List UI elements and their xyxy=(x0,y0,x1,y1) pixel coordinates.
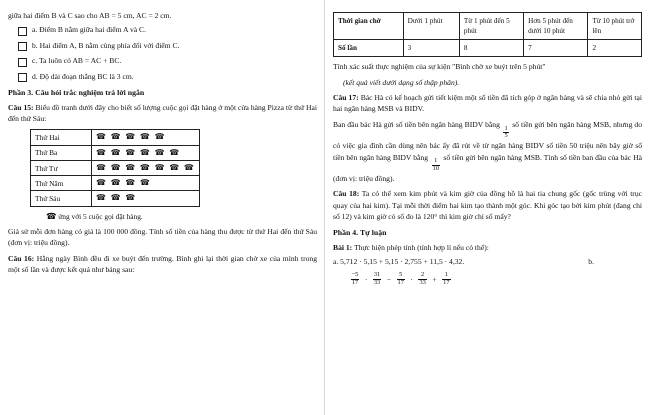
fraction xyxy=(442,272,450,286)
pizza-phone-icons: ☎ ☎ ☎ ☎ ☎ ☎ ☎ xyxy=(92,160,200,175)
exercise-a-row xyxy=(333,257,642,266)
table-row xyxy=(31,176,200,191)
bai-1-text: Thực hiện phép tính (tính hợp lí nếu có thể): xyxy=(353,242,489,252)
question-17-text: Bác Hà có kế hoạch gửi tiết kiệm một số tiền đã tích góp ở ngân hàng và sẽ chia nhỏ gửi tại hai ngân hàng MSB và BIDV. xyxy=(333,93,642,114)
fraction-numerator: 1 xyxy=(444,271,448,279)
fraction-one-fifth xyxy=(503,126,508,140)
question-18-number: Câu 18: xyxy=(333,189,360,199)
question-18-text: Ta có thể xem kim phút và kim giờ của đồng hồ là hai tia chung gốc (gốc trùng với trục quay của hai kim). Tại mỗi thời điểm hai kim tạo thành một góc. Khi góc tạo bởi kim phút (đang chỉ số 12) và kim giờ có số đo là 120° thì kim giờ chỉ số mấy? xyxy=(333,189,643,221)
fraction-denominator: 10 xyxy=(432,165,439,173)
fraction xyxy=(418,272,426,286)
fraction-one-tenth xyxy=(432,158,440,172)
after-table-text: Tính xác suất thực nghiệm của sự kiện "Bình chờ xe buýt trên 5 phút" xyxy=(333,62,546,72)
pizza-day-label: Thứ Tư xyxy=(31,160,92,175)
exercise-a: a. 5,712 · 5,15 + 5,15 · 2,755 + 11,5 · 4,32. xyxy=(333,257,465,267)
question-16-text: Hằng ngày Bình đều đi xe buýt đến trường. Bình ghi lại thời gian chờ xe của mình trong một số lần và được kết quả như bảng sau: xyxy=(8,253,317,274)
choice-a-label: a. Điểm B nằm giữa hai điểm A và C. xyxy=(32,25,146,35)
checkbox-icon[interactable] xyxy=(18,73,27,82)
pizza-day-label: Thứ Năm xyxy=(31,176,92,191)
choice-a[interactable] xyxy=(8,25,317,36)
col-header-1: Từ 1 phút đến 5 phút xyxy=(459,13,523,40)
row-header-wait-time: Thời gian chờ xyxy=(334,13,404,40)
choice-d-label: d. Độ dài đoạn thẳng BC là 3 cm. xyxy=(32,71,134,81)
q17-text-c: số tiền gửi bên ngân hàng MSB. Tính số tiền ban đầu của bác Hà (đơn vị: triệu đồng). xyxy=(333,152,642,183)
choice-c-label: c. Ta luôn có AB = AC + BC. xyxy=(32,56,122,66)
choice-b[interactable] xyxy=(8,41,317,52)
fraction-denominator: 33 xyxy=(419,278,426,286)
table-row-counts xyxy=(334,40,642,57)
question-17-number: Câu 17: xyxy=(333,93,359,103)
part4-heading: Phần 4. Tự luận xyxy=(333,228,387,238)
question-16-number: Câu 16: xyxy=(8,253,35,263)
pizza-phone-icons: ☎ ☎ ☎ ☎ ☎ ☎ xyxy=(92,145,200,160)
checkbox-icon[interactable] xyxy=(18,58,27,67)
fraction-denominator: 17 xyxy=(351,278,359,286)
row-header-count: Số lần xyxy=(334,40,404,57)
pizza-phone-icons: ☎ ☎ ☎ ☎ xyxy=(92,176,200,191)
table-row-header xyxy=(334,13,642,40)
choice-d[interactable] xyxy=(8,72,317,83)
question-15-number: Câu 15: xyxy=(8,102,34,112)
col-header-3: Từ 10 phút trở lên xyxy=(588,13,642,40)
pizza-day-label: Thứ Sáu xyxy=(31,191,92,206)
q17-text-a: Ban đầu bác Hà gửi số tiền bên ngân hàng BIDV bằng xyxy=(333,119,500,129)
pizza-phone-icons: ☎ ☎ ☎ ☎ ☎ xyxy=(92,130,200,145)
count-2: 7 xyxy=(524,40,588,57)
phone-icon: ☎ xyxy=(46,211,57,221)
left-column xyxy=(0,0,325,279)
fraction-numerator: −5 xyxy=(351,271,359,279)
question-17 xyxy=(333,92,642,115)
exercise-b-label: b. xyxy=(588,257,594,267)
after-table-note: (kết quả viết dưới dạng số thập phân). xyxy=(343,77,460,87)
right-column xyxy=(325,0,650,287)
math-operator: + xyxy=(432,274,437,284)
checkbox-icon[interactable] xyxy=(18,27,27,36)
table-row xyxy=(31,130,200,145)
fraction xyxy=(397,272,405,286)
math-operator: − xyxy=(386,274,392,284)
pizza-picture-chart xyxy=(30,129,200,206)
question-18 xyxy=(333,188,642,222)
fraction-denominator: 5 xyxy=(504,132,508,140)
fraction-numerator: 2 xyxy=(421,271,425,279)
pizza-phone-icons: ☎ ☎ ☎ xyxy=(92,191,200,206)
choice-b-label: b. Hai điểm A, B nằm cùng phía đối với điểm C. xyxy=(32,40,180,50)
math-operator: · xyxy=(364,274,368,284)
question-15-followup: Giả sử mỗi đơn hàng có giá là 100 000 đồng. Tính số tiền của hàng thu được từ thứ Hai đến thứ Sáu (đơn vị: triệu đồng). xyxy=(8,226,317,248)
pizza-day-label: Thứ Hai xyxy=(31,130,92,145)
table-row xyxy=(31,160,200,175)
fraction xyxy=(373,272,381,286)
q17-text-b: số tiền gửi bên ngân hàng MSB, nhưng do có việc gia đình cần dùng nên bác ấy đã rút về từ ngân hàng BIDV số tiền 50 triệu nên bây giờ số tiền bên ngân hàng BIDV bằng xyxy=(333,119,643,162)
wait-time-table xyxy=(333,12,642,57)
col-header-2: Hơn 5 phút đến dưới 10 phút xyxy=(524,13,588,40)
expression-b xyxy=(349,272,642,286)
table-row xyxy=(31,145,200,160)
math-operator: · xyxy=(410,274,413,284)
part3-heading: Phần 3. Câu hỏi trắc nghiệm trả lời ngắn xyxy=(8,88,145,98)
fraction-numerator: 31 xyxy=(373,271,381,279)
fraction-denominator: 33 xyxy=(373,278,381,286)
fraction xyxy=(351,272,360,286)
count-1: 8 xyxy=(459,40,523,57)
pizza-day-label: Thứ Ba xyxy=(31,145,92,160)
question-15 xyxy=(8,102,317,125)
count-0: 3 xyxy=(403,40,459,57)
checkbox-icon[interactable] xyxy=(18,42,27,51)
fraction-numerator: 5 xyxy=(399,271,403,279)
fraction-denominator: 17 xyxy=(397,278,404,286)
intro-paragraph: giữa hai điểm B và C sao cho AB = 5 cm, AC = 2 cm. xyxy=(8,11,172,20)
choice-c[interactable] xyxy=(8,56,317,67)
fraction-numerator: 1 xyxy=(434,157,438,165)
question-16 xyxy=(8,253,317,276)
question-17-part2 xyxy=(333,119,642,184)
fraction-numerator: 1 xyxy=(504,124,508,132)
bai-1 xyxy=(333,242,642,253)
question-15-text: Biểu đồ tranh dưới đây cho biết số lượng cuộc gọi đặt hàng ở một cửa hàng Pizza từ thứ Hai đến thứ Sáu: xyxy=(8,102,317,124)
table-row xyxy=(31,191,200,206)
legend-text: ứng với 5 cuộc gọi đặt hàng. xyxy=(58,211,143,221)
col-header-0: Dưới 1 phút xyxy=(403,13,459,40)
fraction-denominator: 17 xyxy=(443,278,450,286)
pizza-chart-body xyxy=(31,130,200,206)
count-3: 2 xyxy=(588,40,642,57)
bai-1-number: Bài 1: xyxy=(333,242,353,252)
pizza-chart-legend xyxy=(46,211,317,221)
